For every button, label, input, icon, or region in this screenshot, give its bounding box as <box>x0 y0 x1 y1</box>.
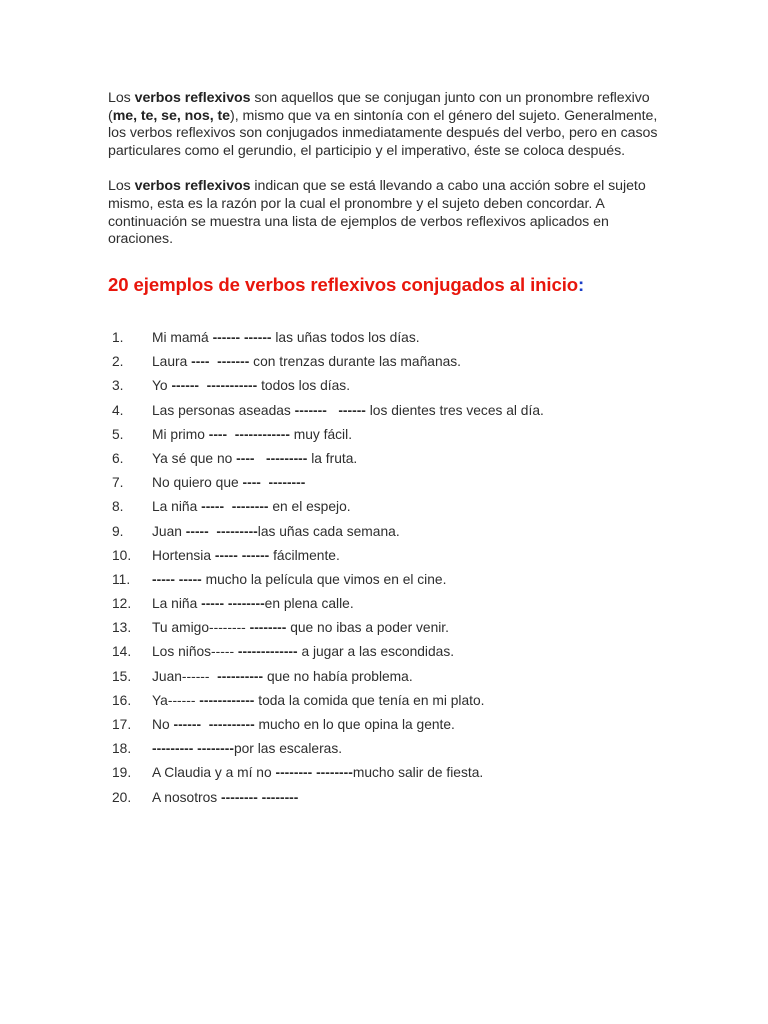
text-run: en plena calle. <box>264 596 354 612</box>
bold-text-run: ----- ------ <box>214 547 270 563</box>
example-number: 8. <box>112 499 124 515</box>
example-sentence <box>152 592 354 616</box>
text-run: ), mismo que va en sintonía con el género del sujeto. Generalmente, los verbos reflexivos son conjugados inmediatamente después del verbo, pero en casos particulares como el gerundio, el participio y el imperativo, éste se coloca después. <box>108 107 658 159</box>
example-item <box>108 737 668 761</box>
text-run: Las personas aseadas <box>152 402 295 418</box>
example-sentence <box>152 616 449 640</box>
example-sentence <box>152 568 446 592</box>
bold-text-run: -------- -------- <box>221 789 299 805</box>
bold-text-run: verbos reflexivos <box>134 90 251 106</box>
example-number: 9. <box>112 523 124 539</box>
example-item <box>108 761 668 785</box>
text-run: las uñas todos los días. <box>271 330 420 345</box>
bold-text-run: ----- --------- <box>185 523 258 539</box>
text-run: con trenzas durante las mañanas. <box>249 354 462 370</box>
bold-text-run: me, te, se, nos, te <box>112 107 231 124</box>
example-item <box>108 326 668 350</box>
bold-text-run: ---- ------- <box>191 354 250 370</box>
example-number: 1. <box>112 330 124 345</box>
text-run: Juan------ <box>152 668 218 684</box>
example-sentence <box>152 640 454 664</box>
example-sentence <box>152 520 400 544</box>
text-run: No quiero que <box>152 475 243 491</box>
example-sentence <box>152 471 305 495</box>
example-number: 20. <box>112 789 132 805</box>
example-item <box>108 495 668 519</box>
example-number: 13. <box>112 620 132 636</box>
text-run: Ya sé que no <box>152 450 237 466</box>
bold-text-run: ------------ <box>199 692 255 708</box>
example-sentence <box>152 374 350 398</box>
example-number: 19. <box>112 765 132 781</box>
example-item <box>108 713 668 737</box>
example-number: 17. <box>112 717 132 732</box>
text-run: por las escaleras. <box>233 741 343 757</box>
text-run: La niña <box>152 596 202 612</box>
text-run: son aquellos que se conjugan junto con un pronombre reflexivo ( <box>108 90 650 124</box>
text-run: La niña <box>152 499 202 515</box>
example-number: 5. <box>112 426 124 442</box>
bold-text-run: ----- -------- <box>201 499 269 515</box>
example-item <box>108 399 668 423</box>
example-sentence <box>152 447 357 471</box>
text-run: en el espejo. <box>268 499 351 515</box>
bold-text-run: ------ ------ <box>212 330 272 345</box>
example-sentence <box>152 399 544 423</box>
text-run: mucho en lo que opina la gente. <box>254 717 455 732</box>
bold-text-run: ---- --------- <box>236 450 308 466</box>
example-sentence <box>152 544 340 568</box>
text-run: indican que se está llevando a cabo una acción sobre el sujeto mismo, esta es la razón por la cual el pronombre y el sujeto deben concordar. A continuación se muestra una lista de ejemplos de verbos reflexivos aplicados en oraciones. <box>108 178 646 248</box>
example-item <box>108 520 668 544</box>
example-number: 16. <box>112 692 132 708</box>
bold-text-run: -------- -------- <box>275 765 353 781</box>
text-run: A Claudia y a mí no <box>152 765 276 781</box>
example-sentence <box>152 713 455 737</box>
example-number: 2. <box>112 354 124 370</box>
example-item <box>108 374 668 398</box>
text-run: Los <box>108 178 135 195</box>
text-run: Tu amigo-------- <box>152 620 250 636</box>
example-number: 4. <box>112 402 124 418</box>
example-item <box>108 640 668 664</box>
text-run: Los <box>108 90 135 106</box>
bold-text-run: ---- ------------ <box>208 426 290 442</box>
text-run: Los niños----- <box>152 644 238 660</box>
text-run: muy fácil. <box>289 426 353 442</box>
example-item <box>108 568 668 592</box>
intro-paragraph-1 <box>108 90 668 160</box>
text-run: No <box>152 717 174 732</box>
text-run: a jugar a las escondidas. <box>297 644 455 660</box>
text-run: que no había problema. <box>263 668 413 684</box>
text-run: los dientes tres veces al día. <box>365 402 544 418</box>
example-number: 18. <box>112 741 132 757</box>
example-sentence <box>152 761 483 785</box>
text-run: fácilmente. <box>269 547 340 563</box>
text-run: toda la comida que tenía en mi plato. <box>254 692 485 708</box>
bold-text-run: -------- <box>249 620 287 636</box>
example-number: 12. <box>112 596 132 612</box>
text-run: Mi mamá <box>152 330 213 345</box>
text-run: Mi primo <box>152 426 209 442</box>
example-number: 7. <box>112 475 124 491</box>
text-run: que no ibas a poder venir. <box>286 620 449 636</box>
example-sentence <box>152 786 298 810</box>
text-run: Yo <box>152 378 172 394</box>
example-item <box>108 544 668 568</box>
example-sentence <box>152 665 413 689</box>
example-item <box>108 471 668 495</box>
bold-text-run: ------ ---------- <box>173 717 255 732</box>
section-heading-colon: : <box>578 273 585 295</box>
text-run: la fruta. <box>307 450 358 466</box>
example-item <box>108 592 668 616</box>
bold-text-run: ---------- <box>217 668 264 684</box>
example-sentence <box>152 326 420 350</box>
section-heading-text: 20 ejemplos de verbos reflexivos conjugados al inicio <box>108 273 579 295</box>
text-run: Ya------ <box>152 692 200 708</box>
bold-text-run: ----- ----- <box>152 571 202 587</box>
bold-text-run: ---- -------- <box>242 475 306 491</box>
text-run: todos los días. <box>257 378 351 394</box>
bold-text-run: ----- -------- <box>201 596 265 612</box>
example-item <box>108 665 668 689</box>
example-sentence <box>152 737 342 761</box>
example-number: 10. <box>112 547 132 563</box>
document-body <box>108 90 668 296</box>
example-sentence <box>152 689 485 713</box>
text-run: mucho la película que vimos en el cine. <box>201 571 447 587</box>
example-item <box>108 786 668 810</box>
example-sentence <box>152 495 351 519</box>
example-item <box>108 689 668 713</box>
bold-text-run: ------- ------ <box>294 402 366 418</box>
bold-text-run: ------ ----------- <box>171 378 258 394</box>
text-run: Juan <box>152 523 186 539</box>
text-run: las uñas cada semana. <box>257 523 400 539</box>
example-item <box>108 423 668 447</box>
example-sentence <box>152 350 461 374</box>
example-sentence <box>152 423 352 447</box>
section-heading <box>108 274 668 296</box>
examples-list <box>108 326 668 810</box>
example-number: 3. <box>112 378 124 394</box>
example-number: 11. <box>112 571 131 587</box>
bold-text-run: --------- -------- <box>152 741 234 757</box>
example-number: 6. <box>112 450 124 466</box>
text-run: mucho salir de fiesta. <box>352 765 484 781</box>
text-run: A nosotros <box>152 789 222 805</box>
example-number: 14. <box>112 644 132 660</box>
text-run: Laura <box>152 354 192 370</box>
text-run: Hortensia <box>152 547 215 563</box>
bold-text-run: verbos reflexivos <box>134 178 251 195</box>
example-number: 15. <box>112 668 132 684</box>
example-item <box>108 616 668 640</box>
example-item <box>108 447 668 471</box>
example-item <box>108 350 668 374</box>
bold-text-run: ------------- <box>237 644 298 660</box>
intro-paragraph-2 <box>108 178 668 248</box>
